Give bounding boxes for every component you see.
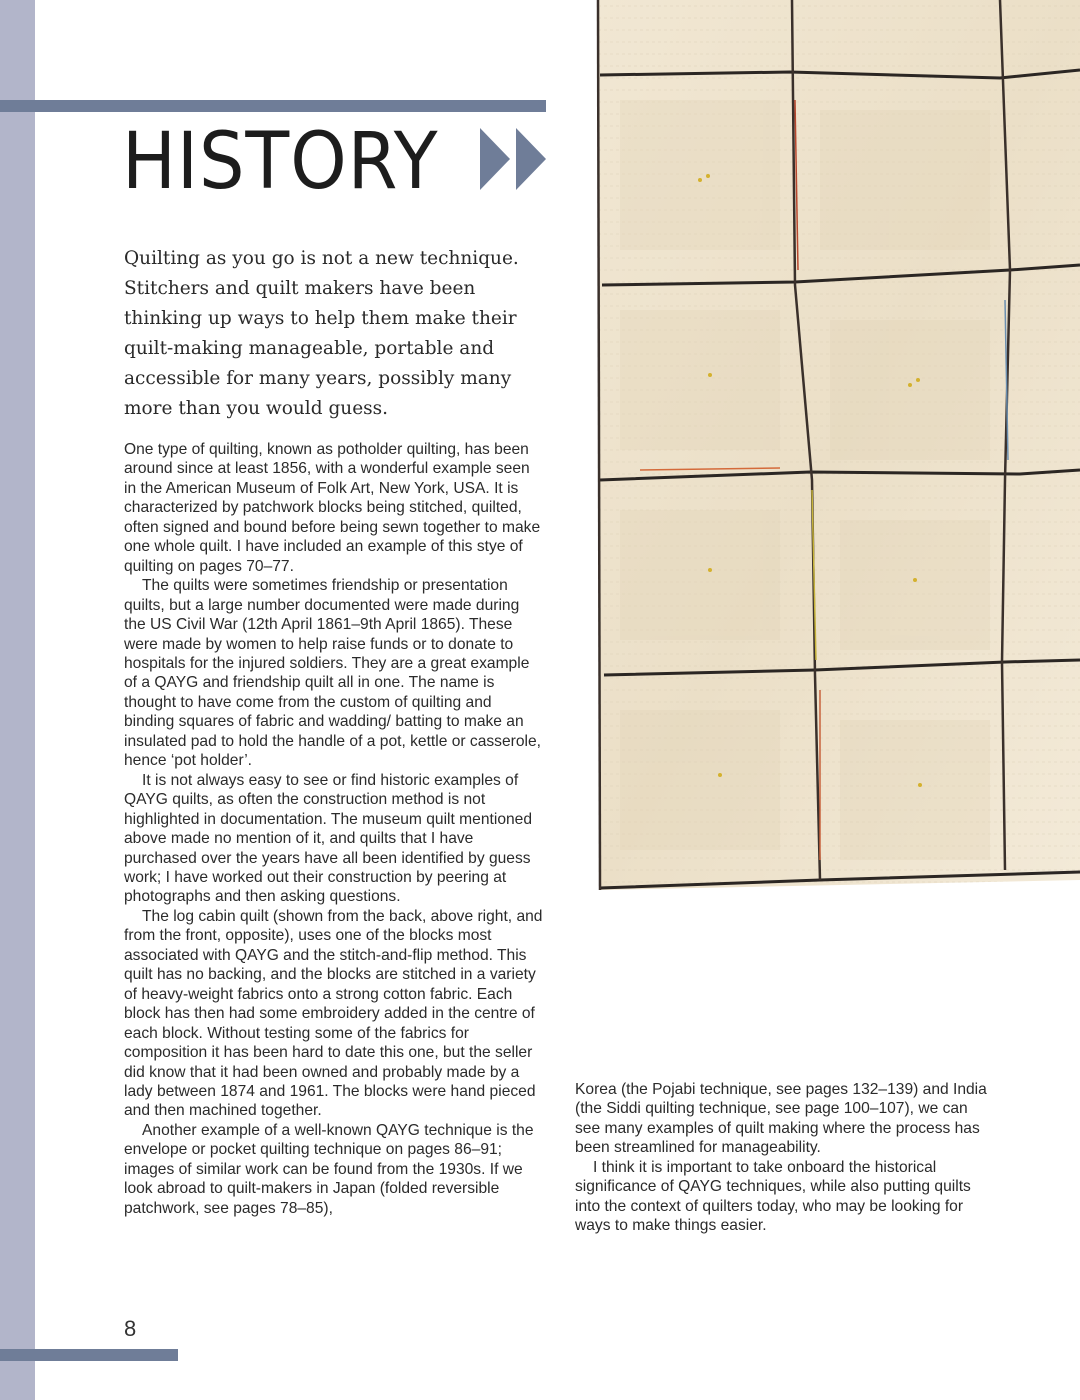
body-column-left — [124, 440, 544, 1218]
body-paragraph: I think it is important to take onboard the historical significance of QAYG techniques, while also putting quilts into the context of quilters today, who may be looking for ways to make things easier. — [575, 1158, 971, 1235]
intro-paragraph: Quilting as you go is not a new technique. Stitchers and quilt makers have been thinking up ways to help them make their quilt-making manageable, portable and accessible for many years, possibly many more than you would guess. — [124, 248, 519, 419]
body-paragraph: Korea (the Pojabi technique, see pages 132–139) and India (the Siddi quilting technique, see page 100–107), we can see many examples of quilt making where the process has been streamlined for manageability. — [575, 1081, 987, 1157]
body-column-right — [575, 1080, 995, 1236]
page-title: HISTORY — [122, 117, 439, 207]
sidebar-stripe — [0, 0, 35, 1400]
page-number: 8 — [124, 1316, 137, 1341]
footer-rule — [0, 1349, 178, 1361]
double-chevron-right-icon — [480, 128, 550, 190]
header-rule — [0, 100, 546, 112]
body-paragraph: Another example of a well-known QAYG technique is the envelope or pocket quilting technique on pages 86–91; images of similar work can be found from the 1930s. If we look abroad to quilt-makers in Japan (folded reversible patchwork, see pages 78–85), — [124, 1121, 534, 1217]
body-paragraph: The log cabin quilt (shown from the back, above right, and from the front, opposite), uses one of the blocks most associated with QAYG and the stitch-and-flip method. This quilt has no backing, and the blocks are stitched in a variety of heavy-weight fabrics onto a strong cotton fabric. Each block has then had some embroidery added in the centre of each block. Without testing some of the fabrics for composition it has been hard to date this one, but the seller did know that it had been owned and probably made by a lady between 1874 and 1961. The blocks were hand pieced and then machined together. — [124, 907, 543, 1120]
body-paragraph: The quilts were sometimes friendship or presentation quilts, but a large number documented were made during the US Civil War (12th April 1861–9th April 1865). These were made by women to help raise funds or to donate to hospitals for the injured soldiers. They are a great example of a QAYG and friendship quilt all in one. The name is thought to have come from the custom of quilting and binding squares of fabric and wadding/ batting to make an insulated pad to hold the handle of a pot, kettle or casserole, hence ‘pot holder’. — [124, 577, 541, 770]
quilt-photo — [580, 0, 1080, 900]
body-paragraph: It is not always easy to see or find historic examples of QAYG quilts, as often the construction method is not highlighted in documentation. The museum quilt mentioned above made no mention of it, and quilts that I have purchased over the years have all been identified by guess work; I have worked out their construction by peering at photographs and then asking questions. — [124, 771, 533, 906]
body-paragraph: One type of quilting, known as potholder quilting, has been around since at least 1856, with a wonderful example seen in the American Museum of Folk Art, New York, USA. It is characterized by patchwork blocks being stitched, quilted, often signed and bound before being sewn together to make one whole quilt. I have included an example of this stye of quilting on pages 70–77. — [124, 441, 541, 575]
